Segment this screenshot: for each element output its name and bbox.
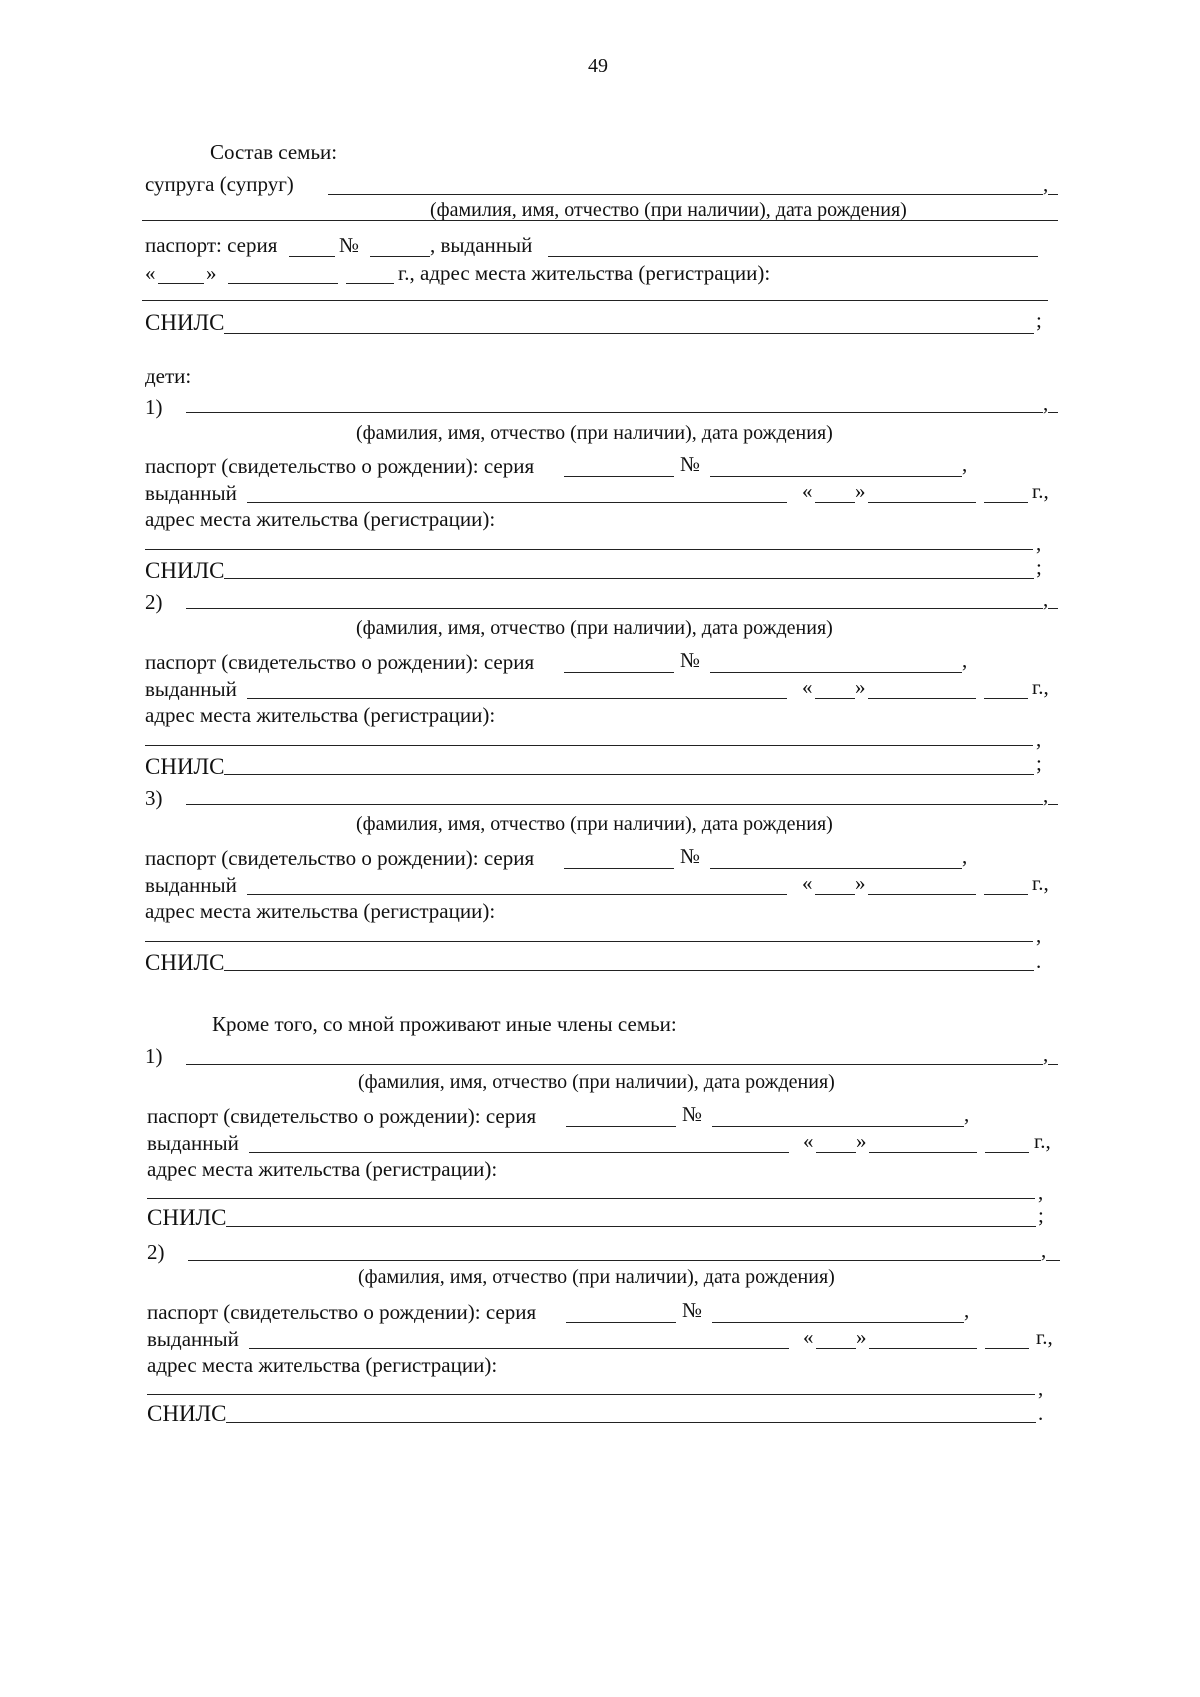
child-3-quote-open: « (802, 871, 813, 895)
child-2-number-comma: , (962, 648, 968, 672)
child-1-quote-open: « (802, 479, 813, 503)
child-2-address-label: адрес места жительства (регистрации): (145, 703, 496, 727)
other-2-snils-period: . (1038, 1401, 1044, 1425)
child-2-month-field[interactable] (868, 698, 976, 699)
other-1-address-line[interactable] (147, 1198, 1035, 1199)
child-2-day-field[interactable] (815, 698, 855, 699)
child-1-address-line[interactable] (145, 549, 1033, 550)
spouse-passport-number-field[interactable] (370, 256, 430, 257)
child-2-snils-field[interactable] (224, 774, 1034, 775)
child-3-issued-label: выданный (145, 873, 237, 897)
other-1-year-label: г., (1034, 1129, 1051, 1153)
other-1-caption: (фамилия, имя, отчество (при наличии), дата рождения) (358, 1071, 835, 1093)
other-1-series-field[interactable] (566, 1126, 676, 1127)
child-1-issued-field[interactable] (247, 502, 787, 503)
child-3-name-line[interactable] (186, 804, 1043, 805)
child-2-index: 2) (145, 590, 163, 614)
other-1-issued-field[interactable] (249, 1152, 789, 1153)
spouse-snils-field[interactable] (224, 333, 1034, 334)
other-2-issued-field[interactable] (249, 1348, 789, 1349)
other-1-passport-label: паспорт (свидетельство о рождении): серия (147, 1104, 537, 1128)
child-2-quote-open: « (802, 675, 813, 699)
child-3-address-label: адрес места жительства (регистрации): (145, 899, 496, 923)
child-3-snils-period: . (1036, 949, 1042, 973)
child-2-issued-label: выданный (145, 677, 237, 701)
child-1-day-field[interactable] (815, 502, 855, 503)
child-1-number-field[interactable] (710, 476, 962, 477)
other-2-number-comma: , (964, 1298, 970, 1322)
child-3-series-field[interactable] (564, 868, 674, 869)
spouse-comma: , (1043, 172, 1049, 196)
spouse-month-field[interactable] (228, 283, 338, 284)
other-2-caption: (фамилия, имя, отчество (при наличии), дата рождения) (358, 1266, 835, 1288)
other-2-name-line[interactable] (188, 1260, 1041, 1261)
child-3-month-field[interactable] (868, 894, 976, 895)
other-2-address-comma: , (1038, 1376, 1044, 1400)
other-2-day-field[interactable] (816, 1348, 856, 1349)
other-1-name-line-end (1048, 1064, 1058, 1065)
child-1-snils-field[interactable] (224, 578, 1034, 579)
other-1-address-comma: , (1038, 1180, 1044, 1204)
child-1-passport-label: паспорт (свидетельство о рождении): серия (145, 454, 535, 478)
child-3-snils-label: СНИЛС (145, 950, 225, 975)
other-2-address-label: адрес места жительства (регистрации): (147, 1353, 498, 1377)
other-2-number-sign: № (682, 1298, 703, 1322)
child-3-name-line-end (1048, 804, 1058, 805)
child-1-number-comma: , (962, 452, 968, 476)
child-3-issued-field[interactable] (247, 894, 787, 895)
child-3-address-comma: , (1036, 923, 1042, 947)
spouse-quote-open: « (145, 261, 156, 285)
other-1-day-field[interactable] (816, 1152, 856, 1153)
other-1-name-line[interactable] (186, 1064, 1043, 1065)
child-2-year-label: г., (1032, 675, 1049, 699)
other-2-year-field[interactable] (985, 1348, 1029, 1349)
other-2-name-line-end (1046, 1260, 1060, 1261)
child-1-year-label: г., (1032, 479, 1049, 503)
other-2-snils-label: СНИЛС (147, 1401, 227, 1426)
child-2-caption: (фамилия, имя, отчество (при наличии), дата рождения) (356, 617, 833, 639)
other-2-passport-label: паспорт (свидетельство о рождении): серия (147, 1300, 537, 1324)
child-2-year-field[interactable] (984, 698, 1028, 699)
child-1-month-field[interactable] (868, 502, 976, 503)
spouse-passport-series-field[interactable] (289, 256, 335, 257)
other-1-address-label: адрес места жительства (регистрации): (147, 1157, 498, 1181)
spouse-issued-field[interactable] (548, 256, 1038, 257)
child-2-series-field[interactable] (564, 672, 674, 673)
child-3-day-field[interactable] (815, 894, 855, 895)
other-2-quote-open: « (803, 1325, 814, 1349)
child-2-passport-label: паспорт (свидетельство о рождении): серия (145, 650, 535, 674)
other-1-snils-label: СНИЛС (147, 1205, 227, 1230)
child-2-address-comma: , (1036, 727, 1042, 751)
child-2-issued-field[interactable] (247, 698, 787, 699)
child-3-snils-field[interactable] (224, 970, 1034, 971)
child-2-number-field[interactable] (710, 672, 962, 673)
other-2-snils-field[interactable] (226, 1422, 1036, 1423)
child-3-index: 3) (145, 786, 163, 810)
child-2-number-sign: № (680, 648, 701, 672)
other-2-number-field[interactable] (712, 1322, 964, 1323)
other-1-year-field[interactable] (985, 1152, 1029, 1153)
spouse-snils-label: СНИЛС (145, 310, 225, 335)
children-label: дети: (145, 364, 192, 388)
child-2-name-line-end (1048, 608, 1058, 609)
child-3-year-label: г., (1032, 871, 1049, 895)
spouse-issued-label: , выданный (430, 233, 533, 257)
child-2-comma: , (1043, 587, 1049, 611)
child-1-issued-label: выданный (145, 481, 237, 505)
child-3-year-field[interactable] (984, 894, 1028, 895)
other-1-number-comma: , (964, 1102, 970, 1126)
spouse-passport-series-label: паспорт: серия (145, 233, 278, 257)
other-2-series-field[interactable] (566, 1322, 676, 1323)
other-2-index: 2) (147, 1240, 165, 1264)
other-1-snils-semicolon: ; (1038, 1203, 1044, 1227)
spouse-label: супруга (супруг) (145, 172, 294, 196)
spouse-day-field[interactable] (158, 283, 204, 284)
other-1-quote-open: « (803, 1129, 814, 1153)
other-1-snils-field[interactable] (226, 1226, 1036, 1227)
child-2-address-line[interactable] (145, 745, 1033, 746)
child-1-address-comma: , (1036, 531, 1042, 555)
other-1-number-field[interactable] (712, 1126, 964, 1127)
spouse-number-sign: № (339, 233, 360, 257)
child-2-snils-label: СНИЛС (145, 754, 225, 779)
spouse-year-address-label: г., адрес места жительства (регистрации): (398, 261, 771, 285)
child-1-quote-close: » (855, 479, 866, 503)
other-1-comma: , (1043, 1042, 1049, 1066)
child-1-name-line[interactable] (186, 412, 1043, 413)
child-1-year-field[interactable] (984, 502, 1028, 503)
other-2-issued-label: выданный (147, 1327, 239, 1351)
other-2-address-line[interactable] (147, 1394, 1035, 1395)
spouse-snils-semicolon: ; (1036, 308, 1042, 332)
child-3-passport-label: паспорт (свидетельство о рождении): серия (145, 846, 535, 870)
other-2-month-field[interactable] (869, 1348, 977, 1349)
other-1-issued-label: выданный (147, 1131, 239, 1155)
other-1-index: 1) (145, 1044, 163, 1068)
child-3-quote-close: » (855, 871, 866, 895)
other-1-quote-close: » (856, 1129, 867, 1153)
other-1-month-field[interactable] (869, 1152, 977, 1153)
other-2-comma: , (1041, 1238, 1047, 1262)
family-heading: Состав семьи: (210, 140, 338, 164)
child-1-index: 1) (145, 395, 163, 419)
other-members-heading: Кроме того, со мной проживают иные члены семьи: (212, 1012, 677, 1036)
child-1-name-line-end (1048, 412, 1058, 413)
child-3-number-comma: , (962, 844, 968, 868)
child-1-address-label: адрес места жительства (регистрации): (145, 507, 496, 531)
other-1-number-sign: № (682, 1102, 703, 1126)
spouse-name-line-end (1048, 194, 1058, 195)
child-1-snils-semicolon: ; (1036, 555, 1042, 579)
child-1-number-sign: № (680, 452, 701, 476)
child-3-caption: (фамилия, имя, отчество (при наличии), дата рождения) (356, 813, 833, 835)
child-1-caption: (фамилия, имя, отчество (при наличии), дата рождения) (356, 422, 833, 444)
child-3-address-line[interactable] (145, 941, 1033, 942)
spouse-year-field[interactable] (346, 283, 394, 284)
child-1-series-field[interactable] (564, 476, 674, 477)
child-3-number-field[interactable] (710, 868, 962, 869)
child-1-snils-label: СНИЛС (145, 558, 225, 583)
other-2-quote-close: » (856, 1325, 867, 1349)
spouse-name-line[interactable] (328, 194, 1043, 195)
child-2-name-line[interactable] (186, 608, 1043, 609)
child-1-comma: , (1043, 391, 1049, 415)
spouse-quote-close: » (206, 261, 217, 285)
child-2-quote-close: » (855, 675, 866, 699)
child-3-number-sign: № (680, 844, 701, 868)
child-2-snils-semicolon: ; (1036, 751, 1042, 775)
spouse-address-line[interactable] (142, 300, 1048, 301)
spouse-caption-line (142, 220, 1058, 221)
other-2-year-label: г., (1036, 1325, 1053, 1349)
page-number: 49 (588, 55, 608, 77)
child-3-comma: , (1043, 783, 1049, 807)
spouse-caption: (фамилия, имя, отчество (при наличии), дата рождения) (430, 199, 907, 221)
